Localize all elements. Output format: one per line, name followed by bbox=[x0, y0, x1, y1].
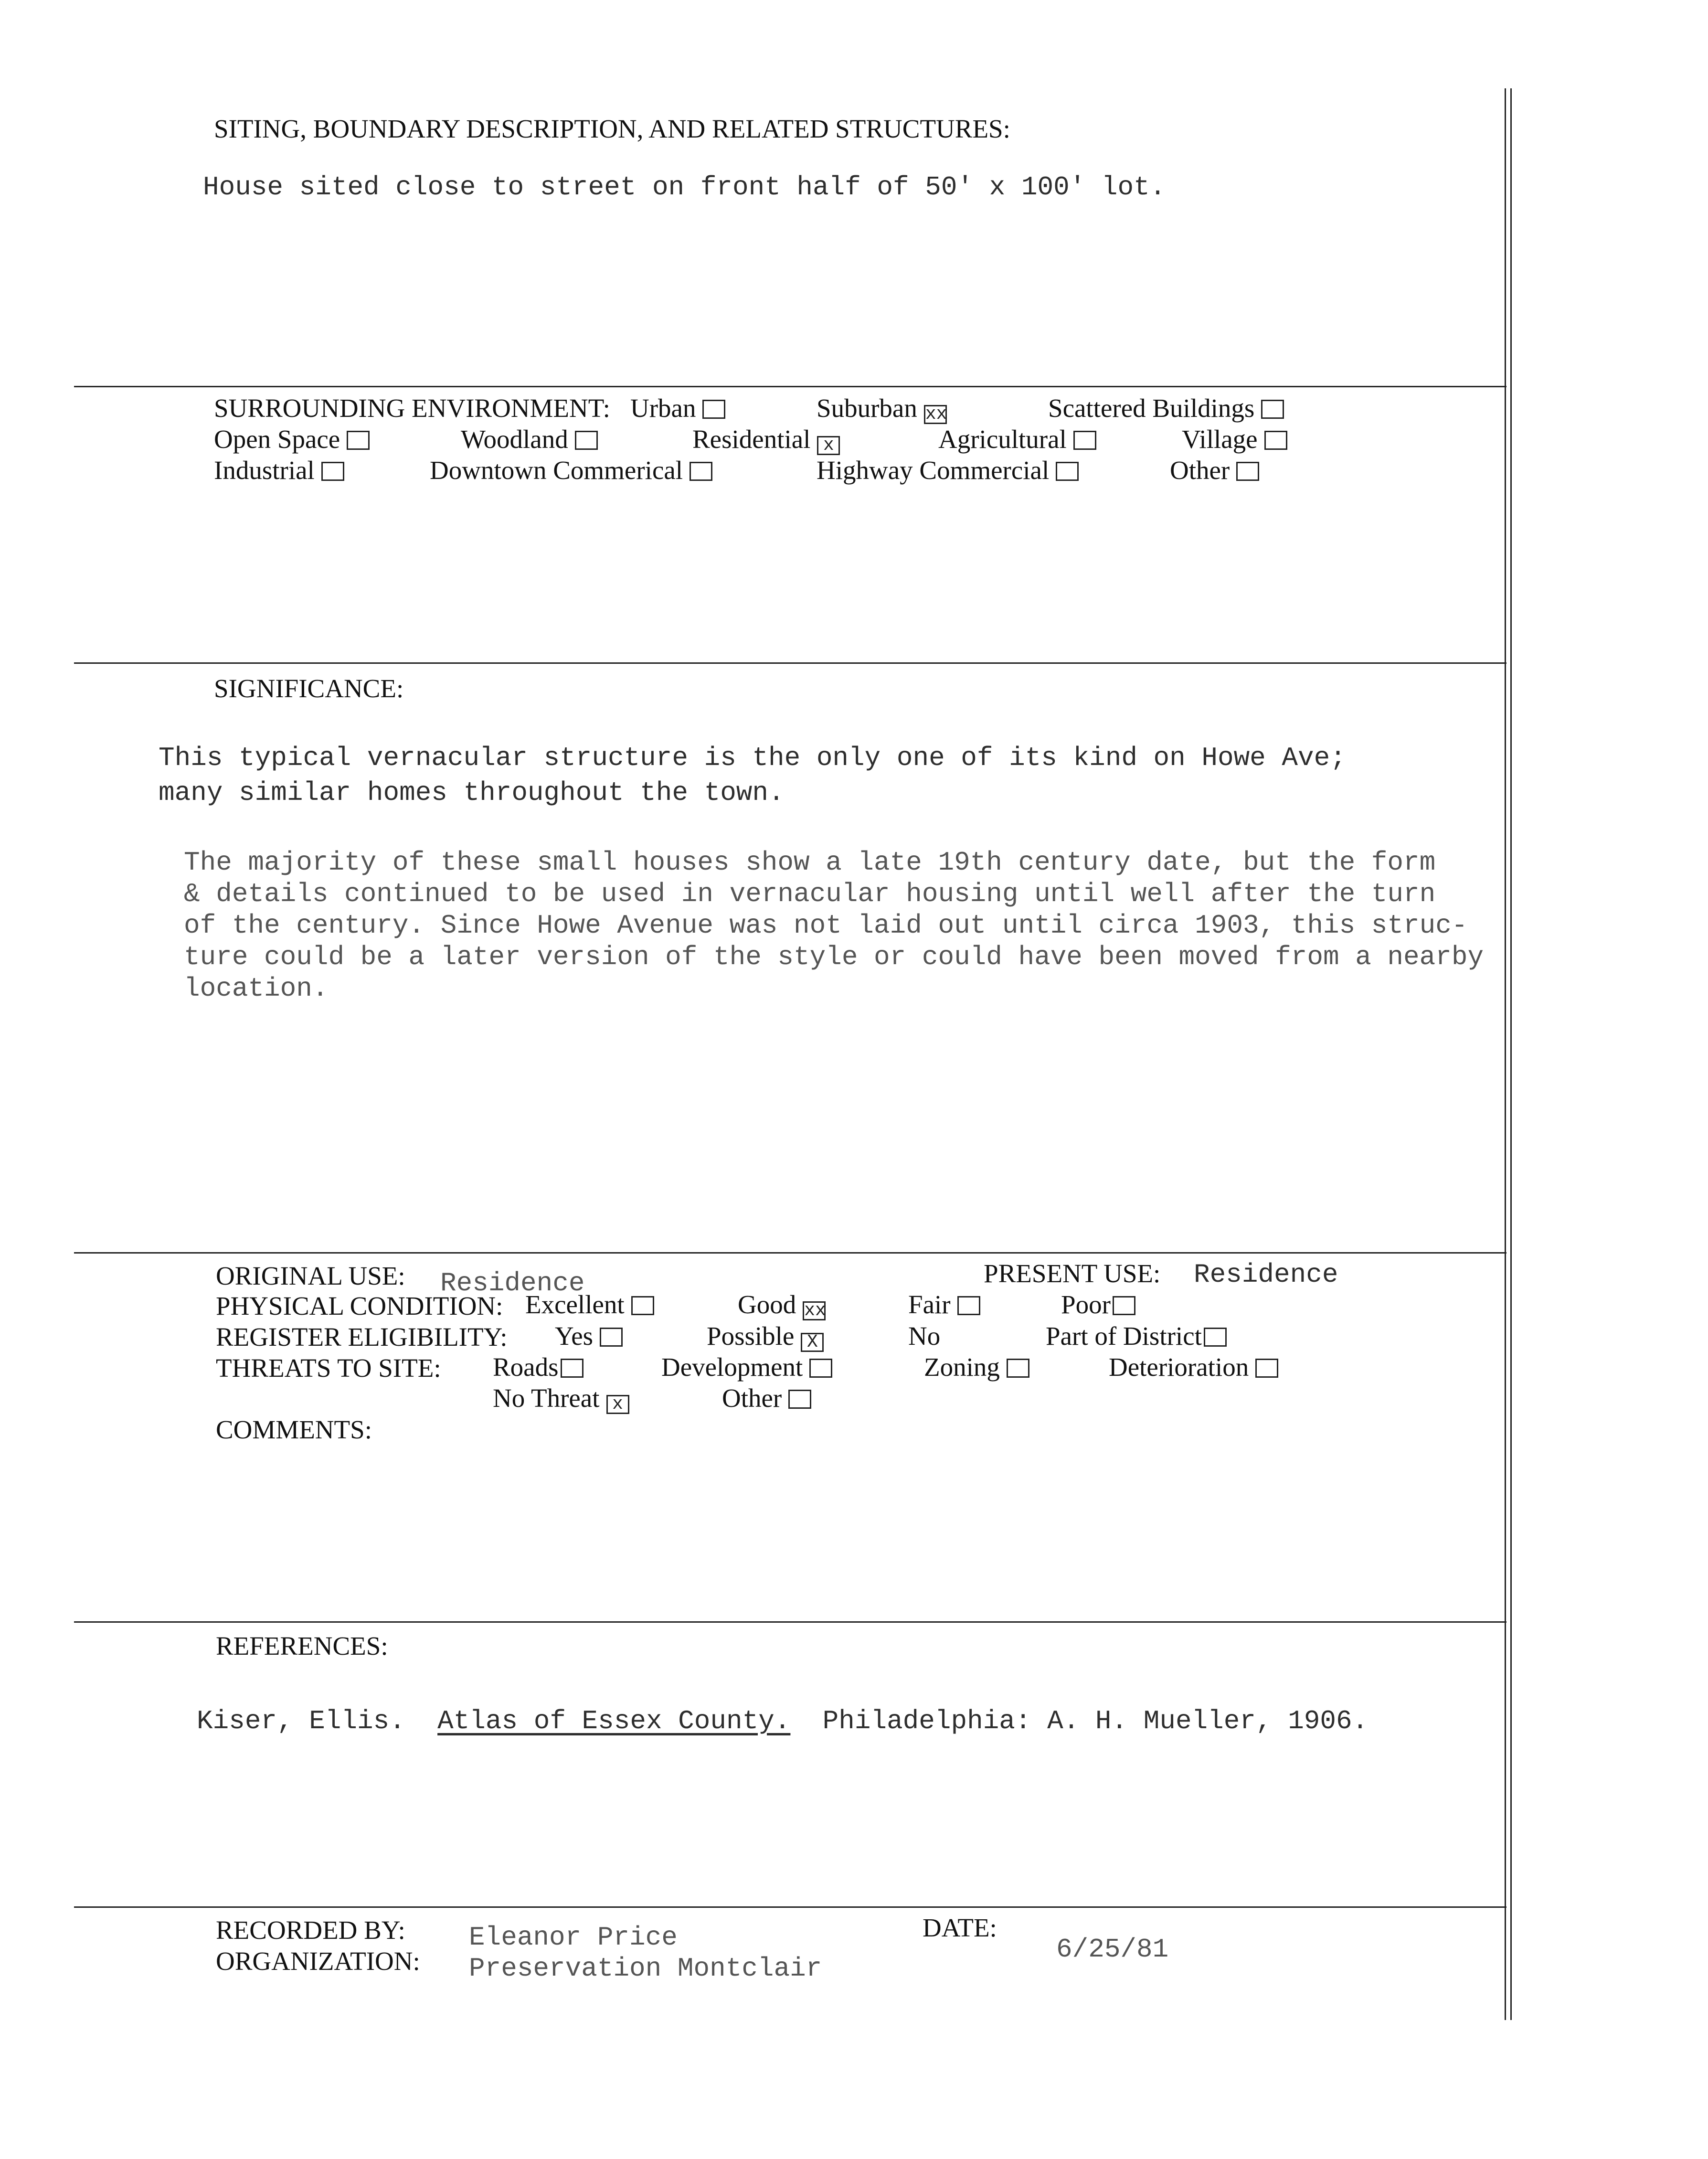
threat-deterioration[interactable] bbox=[1109, 1352, 1278, 1382]
option-label: Other bbox=[722, 1383, 782, 1413]
condition-good[interactable] bbox=[738, 1289, 826, 1320]
option-label: Scattered Buildings bbox=[1048, 394, 1255, 423]
option-label: Yes bbox=[555, 1321, 594, 1351]
option-downtown-commerical[interactable] bbox=[430, 455, 712, 485]
significance-detail-line-4: ture could be a later version of the style or could have been moved from a nearby bbox=[184, 942, 1484, 972]
reference-publisher: Philadelphia: A. H. Mueller, 1906. bbox=[822, 1706, 1369, 1736]
option-label: Suburban bbox=[817, 394, 917, 423]
option-highway-commercial[interactable] bbox=[817, 455, 1079, 485]
checkbox[interactable] bbox=[957, 1296, 980, 1315]
option-label: No bbox=[908, 1321, 941, 1351]
option-scattered-buildings[interactable] bbox=[1048, 393, 1284, 423]
option-open-space[interactable] bbox=[214, 424, 370, 454]
option-village[interactable] bbox=[1182, 424, 1287, 454]
register-eligibility-label: REGISTER ELIGIBILITY: bbox=[216, 1322, 508, 1351]
significance-line-1: This typical vernacular structure is the only one of its kind on Howe Ave; bbox=[159, 743, 1346, 773]
checkbox[interactable] bbox=[1255, 1359, 1278, 1378]
option-label: Open Space bbox=[214, 425, 340, 454]
option-label: Good bbox=[738, 1290, 796, 1319]
threat-no-threat[interactable] bbox=[493, 1383, 629, 1414]
checkbox[interactable] bbox=[561, 1359, 583, 1378]
significance-detail-line-5: location. bbox=[184, 973, 329, 1004]
option-label: Roads bbox=[493, 1352, 559, 1382]
option-label: Residential bbox=[692, 425, 811, 454]
option-label: Poor bbox=[1061, 1290, 1111, 1319]
significance-detail-line-3: of the century. Since Howe Avenue was not laid out until circa 1903, this struc- bbox=[184, 910, 1468, 941]
checkbox[interactable] bbox=[1204, 1328, 1227, 1347]
checkbox[interactable] bbox=[1261, 400, 1284, 419]
date-label: DATE: bbox=[923, 1913, 997, 1942]
condition-fair[interactable] bbox=[908, 1289, 980, 1319]
checkbox[interactable]: X bbox=[801, 1333, 824, 1352]
organization-value: Preservation Montclair bbox=[469, 1953, 822, 1984]
option-other[interactable] bbox=[1170, 455, 1259, 485]
recorded-by-label: RECORDED BY: bbox=[216, 1915, 405, 1945]
checkbox[interactable] bbox=[575, 431, 598, 450]
checkbox[interactable]: xx bbox=[803, 1301, 826, 1320]
organization-label: ORGANIZATION: bbox=[216, 1946, 420, 1976]
significance-line-2: many similar homes throughout the town. bbox=[159, 777, 785, 808]
significance-detail-line-2: & details continued to be used in vernacular housing until well after the turn bbox=[184, 879, 1436, 909]
option-label: Zoning bbox=[924, 1352, 1000, 1382]
reference-entry bbox=[197, 1706, 1368, 1736]
threat-other[interactable] bbox=[722, 1383, 811, 1413]
threats-label: THREATS TO SITE: bbox=[216, 1353, 441, 1383]
present-use-label: PRESENT USE: bbox=[984, 1259, 1161, 1288]
option-label: Part of District bbox=[1046, 1321, 1202, 1351]
significance-heading: SIGNIFICANCE: bbox=[214, 674, 404, 703]
siting-text: House sited close to street on front half of 50' x 100' lot. bbox=[203, 172, 1166, 202]
eligibility-yes[interactable] bbox=[555, 1321, 623, 1351]
references-heading: REFERENCES: bbox=[216, 1631, 388, 1660]
section-divider-3 bbox=[74, 1252, 1506, 1254]
checkbox[interactable]: x bbox=[817, 436, 840, 455]
eligibility-possible[interactable] bbox=[707, 1321, 824, 1352]
option-residential[interactable] bbox=[692, 424, 840, 455]
option-label: No Threat bbox=[493, 1383, 600, 1413]
option-label: Highway Commercial bbox=[817, 456, 1050, 485]
checkbox[interactable] bbox=[788, 1390, 811, 1409]
surrounding-heading: SURROUNDING ENVIRONMENT: bbox=[214, 394, 610, 423]
reference-author: Kiser, Ellis. bbox=[197, 1706, 405, 1736]
checkbox[interactable] bbox=[1236, 462, 1259, 481]
option-industrial[interactable] bbox=[214, 455, 344, 485]
checkbox[interactable]: xx bbox=[924, 405, 947, 424]
checkbox[interactable] bbox=[1073, 431, 1096, 450]
checkbox[interactable] bbox=[690, 462, 712, 481]
option-label: Possible bbox=[707, 1321, 795, 1351]
condition-excellent[interactable] bbox=[525, 1289, 654, 1319]
option-urban[interactable] bbox=[630, 393, 725, 423]
option-label: Excellent bbox=[525, 1290, 625, 1319]
option-label: Other bbox=[1170, 456, 1230, 485]
original-use-value: Residence bbox=[440, 1268, 585, 1298]
option-label: Woodland bbox=[461, 425, 568, 454]
option-label: Industrial bbox=[214, 456, 315, 485]
checkbox[interactable] bbox=[1264, 431, 1287, 450]
threat-development[interactable] bbox=[661, 1352, 832, 1382]
option-suburban[interactable] bbox=[817, 393, 947, 424]
option-woodland[interactable] bbox=[461, 424, 598, 454]
checkbox[interactable] bbox=[1056, 462, 1079, 481]
eligibility-no[interactable] bbox=[908, 1321, 940, 1351]
siting-heading: SITING, BOUNDARY DESCRIPTION, AND RELATED STRUCTURES: bbox=[214, 114, 1010, 143]
condition-poor[interactable] bbox=[1061, 1289, 1135, 1319]
checkbox[interactable] bbox=[809, 1359, 832, 1378]
section-divider-5 bbox=[74, 1906, 1506, 1908]
significance-detail-line-1: The majority of these small houses show a late 19th century date, but the form bbox=[184, 847, 1436, 878]
checkbox[interactable] bbox=[1113, 1296, 1135, 1315]
option-label: Development bbox=[661, 1352, 803, 1382]
comments-label: COMMENTS: bbox=[216, 1415, 372, 1444]
threat-zoning[interactable] bbox=[924, 1352, 1029, 1382]
checkbox[interactable] bbox=[347, 431, 370, 450]
option-label: Fair bbox=[908, 1290, 951, 1319]
option-label: Deterioration bbox=[1109, 1352, 1249, 1382]
physical-condition-label: PHYSICAL CONDITION: bbox=[216, 1291, 503, 1320]
eligibility-part-of-district[interactable] bbox=[1046, 1321, 1227, 1351]
option-label: Urban bbox=[630, 394, 696, 423]
threat-roads[interactable] bbox=[493, 1352, 583, 1382]
checkbox[interactable] bbox=[631, 1296, 654, 1315]
original-use-label: ORIGINAL USE: bbox=[216, 1261, 405, 1290]
checkbox[interactable]: x bbox=[606, 1395, 629, 1414]
checkbox[interactable] bbox=[702, 400, 725, 419]
section-divider-4 bbox=[74, 1621, 1506, 1623]
checkbox[interactable] bbox=[1007, 1359, 1029, 1378]
option-label: Downtown Commerical bbox=[430, 456, 683, 485]
checkbox[interactable] bbox=[600, 1328, 623, 1347]
section-divider-1 bbox=[74, 386, 1506, 387]
right-border-line-outer bbox=[1510, 88, 1512, 2020]
recorded-by-value: Eleanor Price bbox=[469, 1922, 678, 1953]
checkbox[interactable] bbox=[321, 462, 344, 481]
present-use-value: Residence bbox=[1194, 1259, 1338, 1290]
section-divider-2 bbox=[74, 662, 1506, 664]
option-label: Village bbox=[1182, 425, 1258, 454]
option-label: Agricultural bbox=[938, 425, 1067, 454]
option-agricultural[interactable] bbox=[938, 424, 1096, 454]
right-border-line-inner bbox=[1505, 88, 1506, 2020]
date-value: 6/25/81 bbox=[1056, 1934, 1169, 1965]
reference-title: Atlas of Essex County. bbox=[437, 1706, 791, 1736]
